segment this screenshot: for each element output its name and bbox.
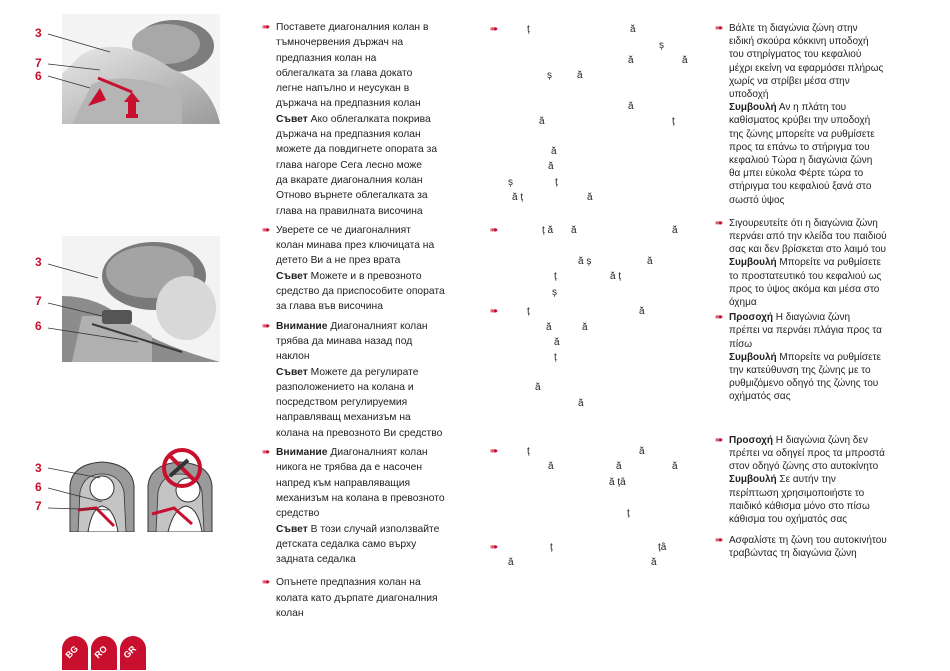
ro-glyph: ă țâ [609,477,626,488]
warning-label: Προσοχή [729,312,773,324]
callout-6-fig1: 6 [35,69,42,83]
text-line: глава нагоре Сега лесно може [276,159,422,171]
warning-label: Προσοχή [729,434,773,446]
language-tab-label: BG [63,643,81,661]
ro-glyph: ă [582,322,588,333]
pointer-icon: ➠ [490,446,499,457]
ro-glyph: ă [628,101,634,112]
text-line: θα μπει εύκολα Φέρτε τώρα το [729,168,864,180]
callout-lines-3 [40,462,160,522]
ro-glyph: ț [527,306,530,317]
text-line: υποδοχή [729,89,769,101]
callout-3-fig1: 3 [35,26,42,40]
text-line: Ασφαλίστε τη ζώνη του αυτοκινήτου [729,535,887,547]
ro-glyph: ț [554,271,557,282]
callout-6-fig3: 6 [35,480,42,494]
text-line: κάθισμα του οχήματός σας [729,513,848,525]
pointer-icon: ➠ [715,217,724,229]
text-line: κεφαλιού Τώρα η διαγώνια ζώνη [729,155,873,167]
tip-label: Συμβουλή [729,257,777,269]
language-tab-bg[interactable] [62,636,88,670]
text-line: трябва да минава назад под [276,335,413,347]
figure-headrest-1 [62,14,220,124]
ro-glyph: ă [672,225,678,236]
text-line [276,522,472,537]
ro-glyph: ă [577,70,583,81]
ro-glyph: ă [587,192,593,203]
text-line: του στηρίγματος του κεφαλιού [729,49,862,61]
text-line [276,269,472,284]
text-line: ειδική σκούρα κόκκινη υποδοχή [729,36,869,48]
gr-step-1 [715,22,940,207]
tip-text: Ако облегалката покрива [307,113,431,125]
tip-label: Συμβουλή [729,102,777,114]
tip-text: Μπορείτε να ρυθμίσετε [776,351,881,363]
pointer-icon: ➠ [715,535,724,547]
text-line: да вкарате диагоналния колан [276,174,423,186]
text-line: Опънете предпазния колан на [276,577,421,589]
text-line: глава на правилната височина [276,205,423,217]
ro-glyph: ă [554,337,560,348]
text-line: Σιγουρευτείτε ότι η διαγώνια ζώνη [729,217,878,229]
text-line: πρέπει να οδηγεί προς τα μπροστά [729,447,885,459]
ro-glyph: ț [527,446,530,457]
ro-glyph: ă [546,322,552,333]
gr-step-4 [715,434,940,526]
ro-glyph: ș [659,40,664,51]
ro-glyph: ă [535,382,541,393]
callout-7-fig1: 7 [35,56,42,70]
ro-glyph: ă [682,55,688,66]
tip-text: Можете и в превозното [307,270,422,282]
ro-glyph: ă [647,256,653,267]
tip-text: Можете да регулирате [307,366,419,378]
text-line: тъмночервения държач на [276,37,404,49]
callout-7-fig3: 7 [35,499,42,513]
text-line: легне напълно и неусукан в [276,83,410,95]
ro-glyph: ș [552,287,557,298]
text-line: οχήματός σας [729,391,791,403]
callout-6-fig2: 6 [35,319,42,333]
tip-text: Αν η πλάτη του [776,102,847,114]
ro-glyph: ă [639,446,645,457]
ro-glyph: ț ă [542,225,554,236]
warning-text: Диагоналният колан [327,447,428,459]
text-line: Βάλτε τη διαγώνια ζώνη στην [729,23,858,34]
text-line: средство да приспособите опората [276,286,445,298]
text-line: направляващ механизъм на [276,412,411,424]
text-line: προς το ύψος ακόμα και μέσα στο [729,283,880,295]
ro-glyph: ț [555,177,558,188]
ro-glyph: ț [527,24,530,35]
ro-glyph: ă [548,161,554,172]
text-line [276,365,472,380]
bulgarian-column [262,20,472,621]
pointer-icon: ➠ [490,542,499,553]
text-line: механизъм на колана в превозното [276,492,445,504]
ro-glyph: ș [547,70,552,81]
tip-label: Съвет [276,113,308,125]
tip-label: Съвет [276,366,308,378]
text-line: колан [276,607,304,619]
text-line: προς τα επάνω το στήριγμα του [729,141,870,153]
warning-text: Диагоналният колан [327,320,428,332]
text-line: детето Ви а не през врата [276,255,401,267]
pointer-icon: ➠ [262,320,271,332]
text-line: детската седалка само върху [276,538,417,550]
ro-glyph: ă [508,557,514,568]
warning-label: Внимание [276,320,328,332]
pointer-icon: ➠ [262,577,271,589]
text-line: σας και δεν βρίσκεται στο λαιμό του [729,244,887,256]
text-line: Поставете диагоналния колан в [276,22,429,33]
text-line: το προστατευτικό του κεφαλιού ως [729,270,882,282]
text-line: наклон [276,351,310,363]
tip-label: Съвет [276,270,308,282]
text-line: καθίσματος κρύβει την υποδοχή [729,115,871,127]
greek-column [715,22,940,561]
text-line: разположението на колана и [276,381,414,393]
ro-glyph: țâ [658,542,667,553]
text-line: предпазния колан на [276,52,377,64]
text-line [729,434,940,447]
romanian-column [490,0,700,600]
ro-glyph: ț [672,116,675,127]
text-line: колана на превозното Ви средство [276,427,443,439]
tip-text: Σε αυτήν την [776,474,836,486]
pointer-icon: ➠ [715,434,724,446]
text-line [729,473,940,486]
text-line: Отново върнете облегалката за [276,190,428,202]
text-line: μέχρι εκείνη να εφαρμόσει πλήρως [729,62,884,74]
callout-3-fig2: 3 [35,255,42,269]
text-line: можете да повдигнете опората за [276,144,438,156]
text-line [276,112,472,127]
ro-glyph: ț [550,542,553,553]
text-line: никога не трябва да е насочен [276,462,423,474]
ro-glyph: ă [630,24,636,35]
ro-glyph: ă [639,306,645,317]
pointer-icon: ➠ [490,225,499,236]
warning-text: Η διαγώνια ζώνη δεν [772,434,868,446]
text-line: χωρίς να στρίβει μέσα στην [729,75,850,87]
text-line: за глава във височина [276,301,383,313]
ro-glyph: ă ț [610,271,622,282]
gr-step-2 [715,217,940,309]
text-line [276,319,472,334]
ro-glyph: ă ț [512,192,524,203]
ro-glyph: ă [628,55,634,66]
bg-step-3 [262,319,472,441]
warning-text: Η διαγώνια ζώνη [772,312,851,324]
callout-3-fig3: 3 [35,461,42,475]
pointer-icon: ➠ [715,23,724,34]
warning-label: Внимание [276,447,328,459]
ro-glyph: ă [616,461,622,472]
text-line [276,445,472,460]
callout-7-fig2: 7 [35,294,42,308]
language-tab-ro[interactable] [91,636,117,670]
text-line: της ζώνης μπορείτε να ρυθμίσετε [729,128,875,140]
pointer-icon: ➠ [490,24,499,35]
text-line [729,101,940,114]
gr-step-5 [715,534,940,560]
text-line [729,311,940,324]
text-line: средство [276,508,320,520]
language-tab-label: GR [121,643,139,661]
ro-glyph: ț [554,352,557,363]
bg-step-4 [262,445,472,567]
text-line: държача на предпазния колан [276,129,421,141]
text-line: παιδικό κάθισμα μόνο στο πίσω [729,500,870,512]
callout-lines-1 [34,24,134,104]
ro-glyph: ă [539,116,545,127]
text-line: πρέπει να περνάει πλάγια προς τα [729,325,882,337]
ro-glyph: ș [508,177,513,188]
text-line: τραβώντας τη διαγώνια ζώνη [729,548,857,560]
tip-label: Συμβουλή [729,351,777,363]
gr-step-3 [715,311,940,403]
tip-label: Съвет [276,523,308,535]
text-line: την κατεύθυνση της ζώνης με το [729,365,871,377]
bg-step-2 [262,223,472,315]
text-line [729,351,940,364]
text-line [729,256,940,269]
text-line: όχημα [729,297,757,309]
text-line: колан минава през ключицата на [276,240,435,252]
text-line: σωστό ύψος [729,194,785,206]
tip-text: В този случай използвайте [307,523,440,535]
language-tab-label: RO [92,643,110,661]
language-tab-gr[interactable] [120,636,146,670]
pointer-icon: ➠ [490,306,499,317]
ro-glyph: ă ș [578,256,592,267]
tip-text: Μπορείτε να ρυθμίσετε [776,257,881,269]
ro-glyph: ă [551,146,557,157]
pointer-icon: ➠ [715,312,724,324]
ro-glyph: ă [651,557,657,568]
bg-step-5 [262,575,472,621]
text-line: задната седалка [276,554,356,566]
ro-glyph: ă [578,398,584,409]
text-line: περνάει από την κλείδα του παιδιού [729,231,887,243]
bg-step-1 [262,20,472,219]
text-line: στον οδηγό ζώνης στο αυτοκίνητο [729,461,879,473]
text-line: държача на предпазния колан [276,98,421,110]
ro-glyph: ă [672,461,678,472]
pointer-icon: ➠ [262,447,271,459]
pointer-icon: ➠ [262,22,271,33]
ro-glyph: ț [627,508,630,519]
text-line: στήριγμα του κεφαλιού ξανά στο [729,181,872,193]
callout-lines-2 [38,258,148,348]
text-line: Уверете се че диагоналният [276,224,411,236]
text-line: περίπτωση χρησιμοποιήστε το [729,487,865,499]
text-line: πίσω [729,338,753,350]
text-line: ρυθμιζόμενο οδηγό της ζώνης του [729,378,879,390]
pointer-icon: ➠ [262,224,271,236]
text-line: посредством регулируемия [276,397,408,409]
text-line: колата като дърпате диагоналния [276,592,438,604]
text-line: напред към направляващия [276,477,411,489]
tip-label: Συμβουλή [729,474,777,486]
text-line: облегалката за глава докато [276,67,413,79]
ro-glyph: ă [548,461,554,472]
ro-glyph: ă [571,225,577,236]
